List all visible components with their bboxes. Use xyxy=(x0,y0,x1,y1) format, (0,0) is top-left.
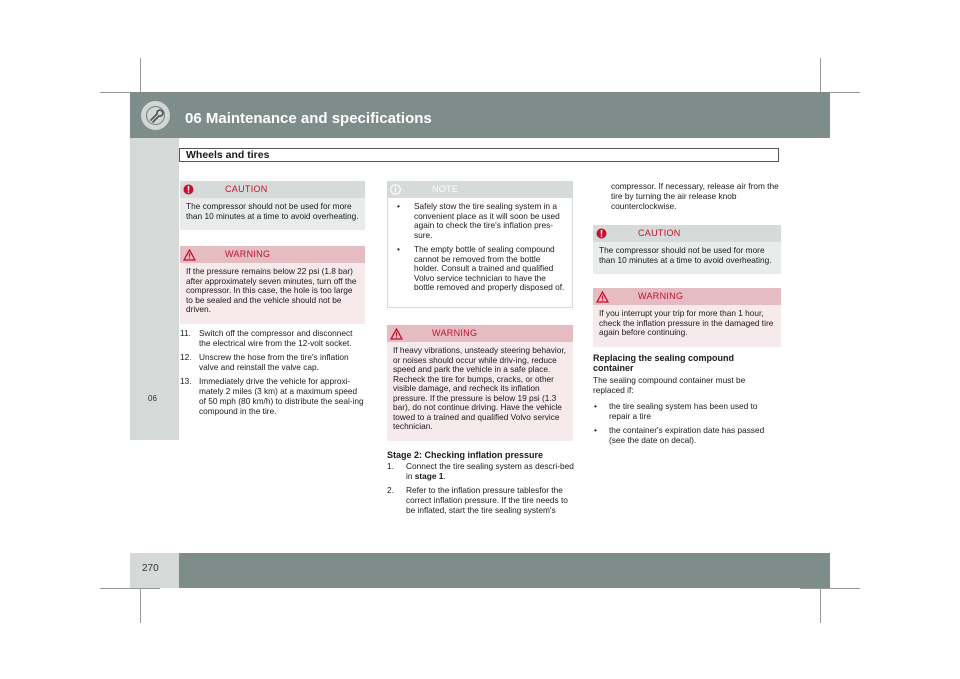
step-number: 12. xyxy=(180,352,192,362)
chapter-title: 06 Maintenance and specifications xyxy=(185,110,432,127)
caution-text: The compressor should not be used for more than 10 minutes at a time to avoid overheating. xyxy=(180,198,365,230)
warning-title: WARNING xyxy=(432,328,478,338)
warning-text: If heavy vibrations, unsteady steering behavior, or noises should occur while driv-ing, reduce speed and park the vehicle in a safe place. Recheck the tire for bumps, cracks, or other visible damage, and recheck its inflation pressure. If the pressure is below 19 psi (1.3 bar), do not continue driving. Have the vehicle towed to a trained and qualified Volvo service technician. xyxy=(387,342,573,441)
step-text-end: . xyxy=(443,471,446,481)
warning-triangle-icon xyxy=(596,291,609,303)
crop-mark xyxy=(100,588,160,589)
replace-list xyxy=(593,401,781,449)
chapter-side-tab xyxy=(130,138,179,440)
page-number: 270 xyxy=(142,563,159,574)
caution-box xyxy=(180,181,365,230)
info-icon xyxy=(390,184,401,195)
step-text: Switch off the compressor and disconnect the electrical wire from the 12-volt socket. xyxy=(199,328,353,348)
replace-heading: Replacing the sealing compound container xyxy=(593,353,735,373)
warning-title: WARNING xyxy=(225,249,271,259)
warning-box xyxy=(593,288,781,347)
warning-box xyxy=(180,246,365,324)
stage2-heading: Stage 2: Checking inflation pressure xyxy=(387,450,544,460)
step-number: 1. xyxy=(387,461,394,471)
caution-box xyxy=(593,225,781,274)
warning-text: If you interrupt your trip for more than 1 hour, check the inflation pressure in the damaged tire again before continuing. xyxy=(593,305,781,347)
caution-text: The compressor should not be used for more than 10 minutes at a time to avoid overheating. xyxy=(593,242,781,274)
list-item: • Safely stow the tire sealing system in a convenient place as it will soon be used again to check the tire's inflation pres-sure. xyxy=(394,202,566,240)
list-item: • The empty bottle of sealing compound cannot be removed from the bottle holder. Consult a trained and qualified Volvo service technician to have the bottle removed and properly disposed of. xyxy=(394,245,566,293)
note-title: NOTE xyxy=(432,184,459,194)
stage2-steps xyxy=(387,461,575,519)
wrench-icon xyxy=(141,101,170,130)
list-item: • the container's expiration date has passed (see the date on decal). xyxy=(593,425,781,445)
step-text: Connect the tire sealing system as descri-bed in xyxy=(406,461,574,481)
step-number: 2. xyxy=(387,485,394,495)
list-item xyxy=(180,376,366,416)
list-item xyxy=(387,485,575,515)
replace-intro: The sealing compound container must be replaced if: xyxy=(593,375,746,395)
step-text: Immediately drive the vehicle for approxi-mately 2 miles (3 km) at a maximum speed of 50 mph (80 km/h) to distribute the seal-ing compound in the tire. xyxy=(199,376,364,416)
caution-title: CAUTION xyxy=(225,184,268,194)
caution-icon xyxy=(183,184,194,195)
list-item xyxy=(180,352,366,372)
step-bold: stage 1 xyxy=(414,471,444,481)
footer-bar xyxy=(179,553,830,588)
warning-title: WARNING xyxy=(638,291,684,301)
step-number: 13. xyxy=(180,376,192,386)
section-title-box xyxy=(179,148,779,162)
caution-icon xyxy=(596,228,607,239)
crop-mark xyxy=(800,588,860,589)
step-text: Refer to the inflation pressure tablesfor the correct inflation pressure. If the tire needs to be inflated, start the tire sealing system's xyxy=(406,485,568,515)
side-tab-label: 06 xyxy=(148,394,157,403)
continuation-text: compressor. If necessary, release air from the tire by turning the air release knob counterclockwise. xyxy=(611,181,779,211)
steps-list xyxy=(180,328,366,420)
section-title: Wheels and tires xyxy=(186,149,270,161)
step-text: Unscrew the hose from the tire's inflation valve and reinstall the valve cap. xyxy=(199,352,349,372)
warning-triangle-icon xyxy=(183,249,196,261)
step-number: 11. xyxy=(180,328,191,338)
note-box xyxy=(387,181,573,308)
list-item xyxy=(387,461,575,481)
note-body xyxy=(387,198,573,308)
list-item: • the tire sealing system has been used to repair a tire xyxy=(593,401,781,421)
list-item xyxy=(180,328,366,348)
warning-text: If the pressure remains below 22 psi (1.8 bar) after approximately seven minutes, turn off the compressor. In this case, the hole is too large to be sealed and the vehicle should not be driven. xyxy=(180,263,365,324)
warning-triangle-icon xyxy=(390,328,403,340)
warning-box xyxy=(387,325,573,441)
caution-title: CAUTION xyxy=(638,228,681,238)
